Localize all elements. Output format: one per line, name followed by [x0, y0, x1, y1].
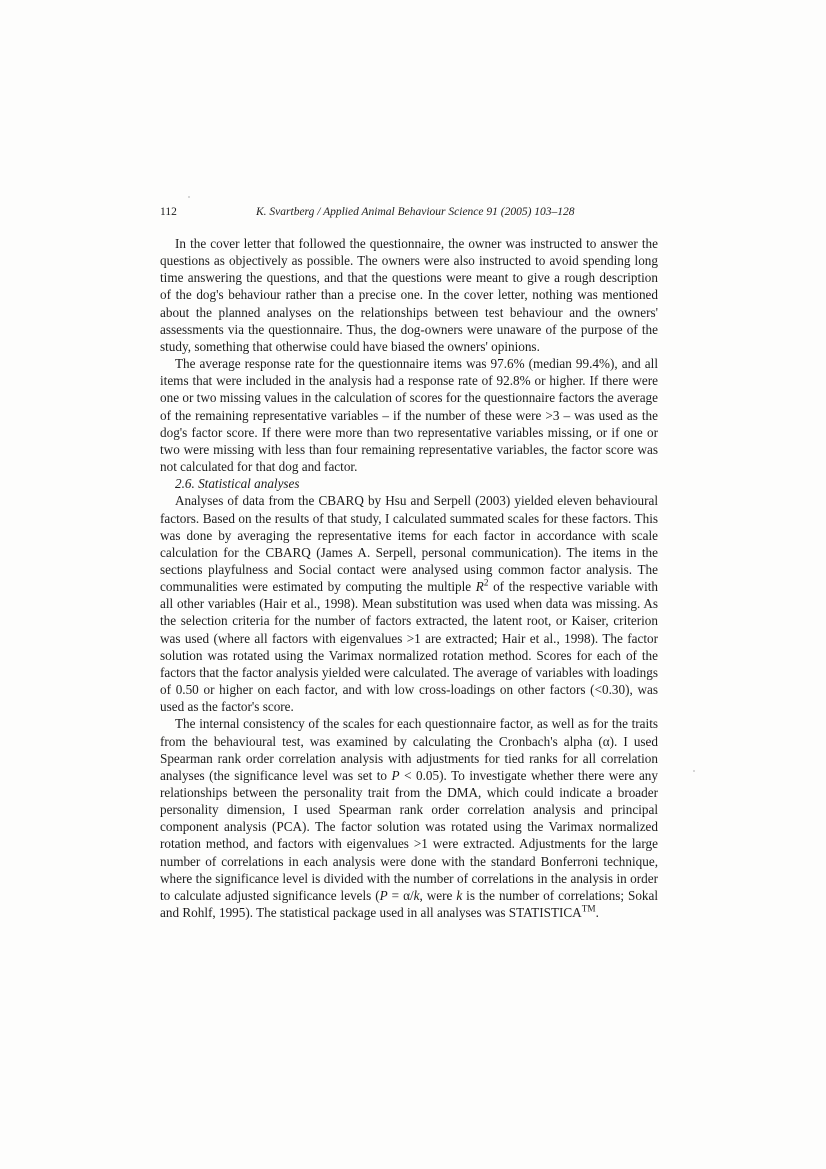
- page-number: 112: [160, 206, 177, 218]
- running-title: K. Svartberg / Applied Animal Behaviour Science 91 (2005) 103–128: [256, 206, 575, 218]
- trademark-superscript: TM: [581, 903, 596, 914]
- paragraph-text: Analyses of data from the CBARQ by Hsu and Serpell (2003) yielded eleven behavioural factors. Based on the results of that study, I calculated summated scales for these factors. This was done by averaging the representative items for each factor in accordance with scale calculation for the CBARQ (James A. Serpell, personal communication). The items in the sections playfulness and Social contact were analysed using common factor analysis. The communalities were estimated by computing the multiple: [160, 493, 658, 595]
- paragraph-text: .: [595, 905, 599, 921]
- body-text: [160, 235, 658, 921]
- scan-speck: [693, 770, 695, 772]
- scan-speck: [188, 196, 190, 198]
- math-symbol: k: [413, 887, 420, 903]
- paragraph-response-rate: The average response rate for the questionnaire items was 97.6% (median 99.4%), and all items that were included in the analysis had a response rate of 92.8% or higher. If there were one or two missing values in the calculation of scores for the questionnaire factors the average of the remaining representative variables – if the number of these were >3 – was used as the dog's factor score. If there were more than two representative variables missing, or if one or two were missing with less than four remaining representative variables, the factor score was not calculated for that dog and factor.: [160, 356, 658, 475]
- paragraph-text: < 0.05). To investigate whether there were any relationships between the personality trait from the DMA, which could indicate a broader personality dimension, I used Spearman rank order correlation analysis and principal component analysis (PCA). The factor solution was rotated using the Varimax normalized rotation method, and factors with eigenvalues >1 were extracted. Adjustments for the large number of correlations in each analysis were done with the standard Bonferroni technique, where the significance level is divided with the number of correlations in the analysis in order to calculate adjusted significance levels (: [160, 767, 658, 903]
- paragraph-text: The internal consistency of the scales for each questionnaire factor, as well as for the traits from the behavioural test, was examined by calculating the Cronbach's alpha (α). I used Spearman rank order correlation analysis with adjustments for tied ranks for all correlation analyses (the significance level was set to: [160, 716, 658, 783]
- paragraph-text: = α/: [387, 887, 414, 903]
- section-heading: 2.6. Statistical analyses: [175, 476, 300, 492]
- math-symbol: k: [456, 887, 463, 903]
- paragraph-text: of the respective variable with all other variables (Hair et al., 1998). Mean substitution was used when data was missing. As the selection criteria for the number of factors extracted, the latent root, or Kaiser, criterion was used (where all factors with eigenvalues >1 are extracted; Hair et al., 1998). The factor solution was rotated using the Varimax normalized rotation method. Scores for each of the factors that the factor analysis yielded were calculated. The average of variables with loadings of 0.50 or higher on each factor, and with low cross-loadings on other factors (<0.30), was used as the factor's score.: [160, 579, 658, 715]
- paragraph-cover-letter: In the cover letter that followed the questionnaire, the owner was instructed to answer the questions as objectively as possible. The owners were also instructed to avoid spending long time answering the questions, and that the questions were meant to give a rough description of the dog's behaviour rather than a precise one. In the cover letter, nothing was mentioned about the planned analyses on the relationships between test behaviour and the owners' assessments via the questionnaire. Thus, the dog-owners were unaware of the purpose of the study, something that otherwise could have biased the owners' opinions.: [160, 236, 658, 354]
- math-superscript: 2: [483, 577, 489, 588]
- paragraph-text: , were: [419, 887, 457, 903]
- paragraph-internal-consistency: [160, 715, 658, 921]
- paragraph-text: is the number of correlations; Sokal and Rohlf, 1995). The statistical package used in all analyses was STATISTICA: [160, 887, 659, 921]
- math-symbol: R: [475, 579, 484, 595]
- math-symbol: P: [379, 887, 388, 903]
- math-symbol: P: [391, 767, 400, 783]
- paragraph-cbarq-analysis: [160, 492, 658, 715]
